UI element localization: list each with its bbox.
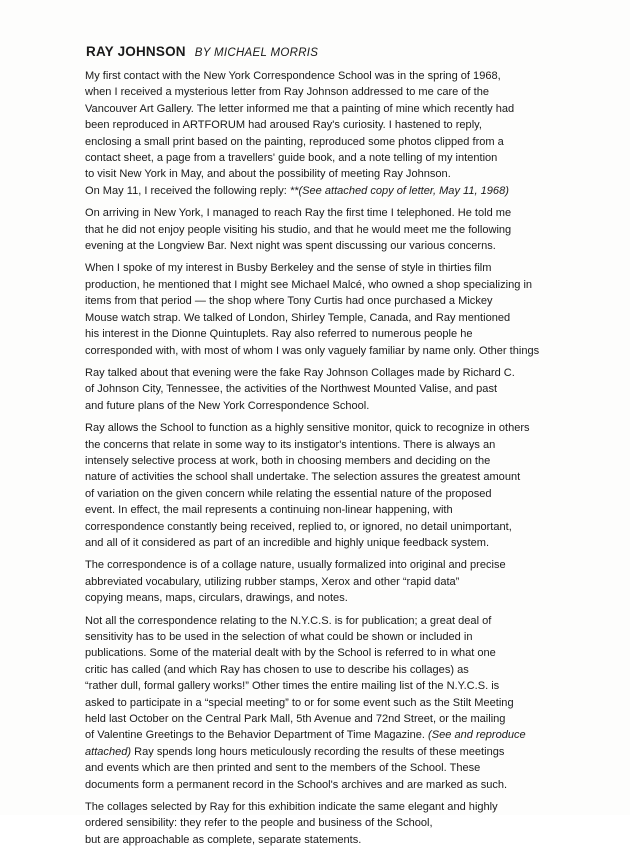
text-line: correspondence constantly being received, replied to, or ignored, no detail unimportant, xyxy=(85,520,512,533)
paragraph-8 xyxy=(85,799,625,848)
recording-text: Ray spends long hours meticulously recording the results of these meetings xyxy=(131,745,505,758)
text-line: My first contact with the New York Correspondence School was in the spring of 1968, xyxy=(85,70,501,82)
reply-text: On May 11, I received the following reply: xyxy=(85,184,290,197)
text-line: and events which are then printed and sent to the members of the School. These xyxy=(85,762,481,775)
text-line: Mouse watch strap. We talked of London, Shirley Temple, Canada, and Ray mentioned xyxy=(85,311,511,324)
text-line: nature of activities the school shall undertake. The selection assures the greatest amount xyxy=(85,471,521,484)
text-line xyxy=(85,183,625,199)
text-line: contact sheet, a page from a travellers' guide book, and a note telling of my intention xyxy=(85,152,498,165)
text-line: Vancouver Art Gallery. The letter informed me that a painting of mine which recently had xyxy=(85,102,515,115)
text-line: his interest in the Dionne Quintuplets. Ray also referred to numerous people he xyxy=(85,328,473,341)
paragraph-4 xyxy=(85,365,625,414)
text-line: that he did not enjoy people visiting his studio, and that he would meet me the following xyxy=(85,223,512,236)
text-line: to visit New York in May, and about the possibility of meeting Ray Johnson. xyxy=(85,168,451,181)
valentine-text: of Valentine Greetings to the Behavior Department of Time Magazine. xyxy=(85,729,429,742)
text-line: “rather dull, formal gallery works!” Other times the entire mailing list of the N.Y.C.S. is xyxy=(85,680,500,693)
article-heading xyxy=(86,43,318,61)
text-line: the concerns that relate in some way to its instigator's intentions. There is always an xyxy=(85,438,496,451)
text-line: asked to participate in a “special meeting” to or for some event such as the Stilt Meeting xyxy=(85,696,514,709)
text-line: sensitivity has to be used in the selection of what could be shown or included in xyxy=(85,631,473,643)
text-line: but are approachable as complete, separate statements. xyxy=(85,833,362,846)
text-line xyxy=(85,744,625,760)
text-line: items from that period — the shop where Tony Curtis had once purchased a Mickey xyxy=(85,295,493,308)
text-line: and all of it considered as part of an incredible and highly unique feedback system. xyxy=(85,536,490,549)
paragraph-5 xyxy=(85,420,625,551)
article-title: RAY JOHNSON xyxy=(86,44,186,59)
text-line: The collages selected by Ray for this exhibition indicate the same elegant and highly xyxy=(85,801,498,814)
text-line: enclosing a small print based on the painting, reproduced some photos clipped from a xyxy=(85,135,504,148)
text-line: copying means, maps, circulars, drawings, and notes. xyxy=(85,592,348,605)
paragraph-2 xyxy=(85,205,625,254)
text-line: held last October on the Central Park Mall, 5th Avenue and 72nd Street, or the mailing xyxy=(85,713,506,726)
text-line: evening at the Longview Bar. Next night was spent discussing our various concerns. xyxy=(85,240,496,253)
paragraph-6 xyxy=(85,557,625,606)
text-line: The correspondence is of a collage nature, usually formalized into original and precise xyxy=(85,559,506,572)
text-line: documents form a permanent record in the School's archives and are marked as such. xyxy=(85,778,508,791)
text-line: On arriving in New York, I managed to reach Ray the first time I telephoned. He told me xyxy=(85,207,512,220)
text-line xyxy=(85,727,625,743)
paragraph-3 xyxy=(85,260,625,358)
text-line: publications. Some of the material dealt with by the School is referred to in what one xyxy=(85,647,496,660)
text-line: of Johnson City, Tennessee, the activities of the Northwest Mounted Valise, and past xyxy=(85,383,498,396)
text-line: event. In effect, the mail represents a continuing non-linear happening, with xyxy=(85,504,453,517)
article-body xyxy=(85,68,625,854)
text-line: Ray allows the School to function as a highly sensitive monitor, quick to recognize in others xyxy=(85,422,530,435)
text-line: intensely selective process at work, both in choosing members and deciding on the xyxy=(85,454,491,467)
attached-letter-note: **(See attached copy of letter, May 11, 1968) xyxy=(289,184,509,197)
text-line: production, he mentioned that I might see Michael Malcé, who owned a shop specializing in xyxy=(85,278,533,291)
article-byline: BY MICHAEL MORRIS xyxy=(194,47,319,59)
text-line: of variation on the given concern while relating the essential nature of the proposed xyxy=(85,487,492,500)
paragraph-7 xyxy=(85,613,625,793)
reproduce-note: (See and reproduce xyxy=(428,729,526,742)
text-line: critic has called (and which Ray has chosen to use to describe his collages) as xyxy=(85,663,469,676)
text-line: been reproduced in ARTFORUM had aroused Ray's curiosity. I hastened to reply, xyxy=(85,119,482,132)
paragraph-1 xyxy=(85,68,625,199)
text-line: Ray talked about that evening were the fake Ray Johnson Collages made by Richard C. xyxy=(85,366,515,379)
text-line: abbreviated vocabulary, utilizing rubber stamps, Xerox and other “rapid data” xyxy=(85,575,460,588)
text-line: corresponded with, with most of whom I was only vaguely familiar by name only. Other things xyxy=(85,344,540,357)
attached-note: attached) xyxy=(85,745,132,758)
text-line: ordered sensibility: they refer to the people and business of the School, xyxy=(85,817,433,830)
text-line: When I spoke of my interest in Busby Berkeley and the sense of style in thirties film xyxy=(85,262,492,275)
text-line: when I received a mysterious letter from Ray Johnson addressed to me care of the xyxy=(85,86,490,99)
text-line: Not all the correspondence relating to the N.Y.C.S. is for publication; a great deal of xyxy=(85,614,492,627)
text-line: and future plans of the New York Correspondence School. xyxy=(85,399,370,412)
